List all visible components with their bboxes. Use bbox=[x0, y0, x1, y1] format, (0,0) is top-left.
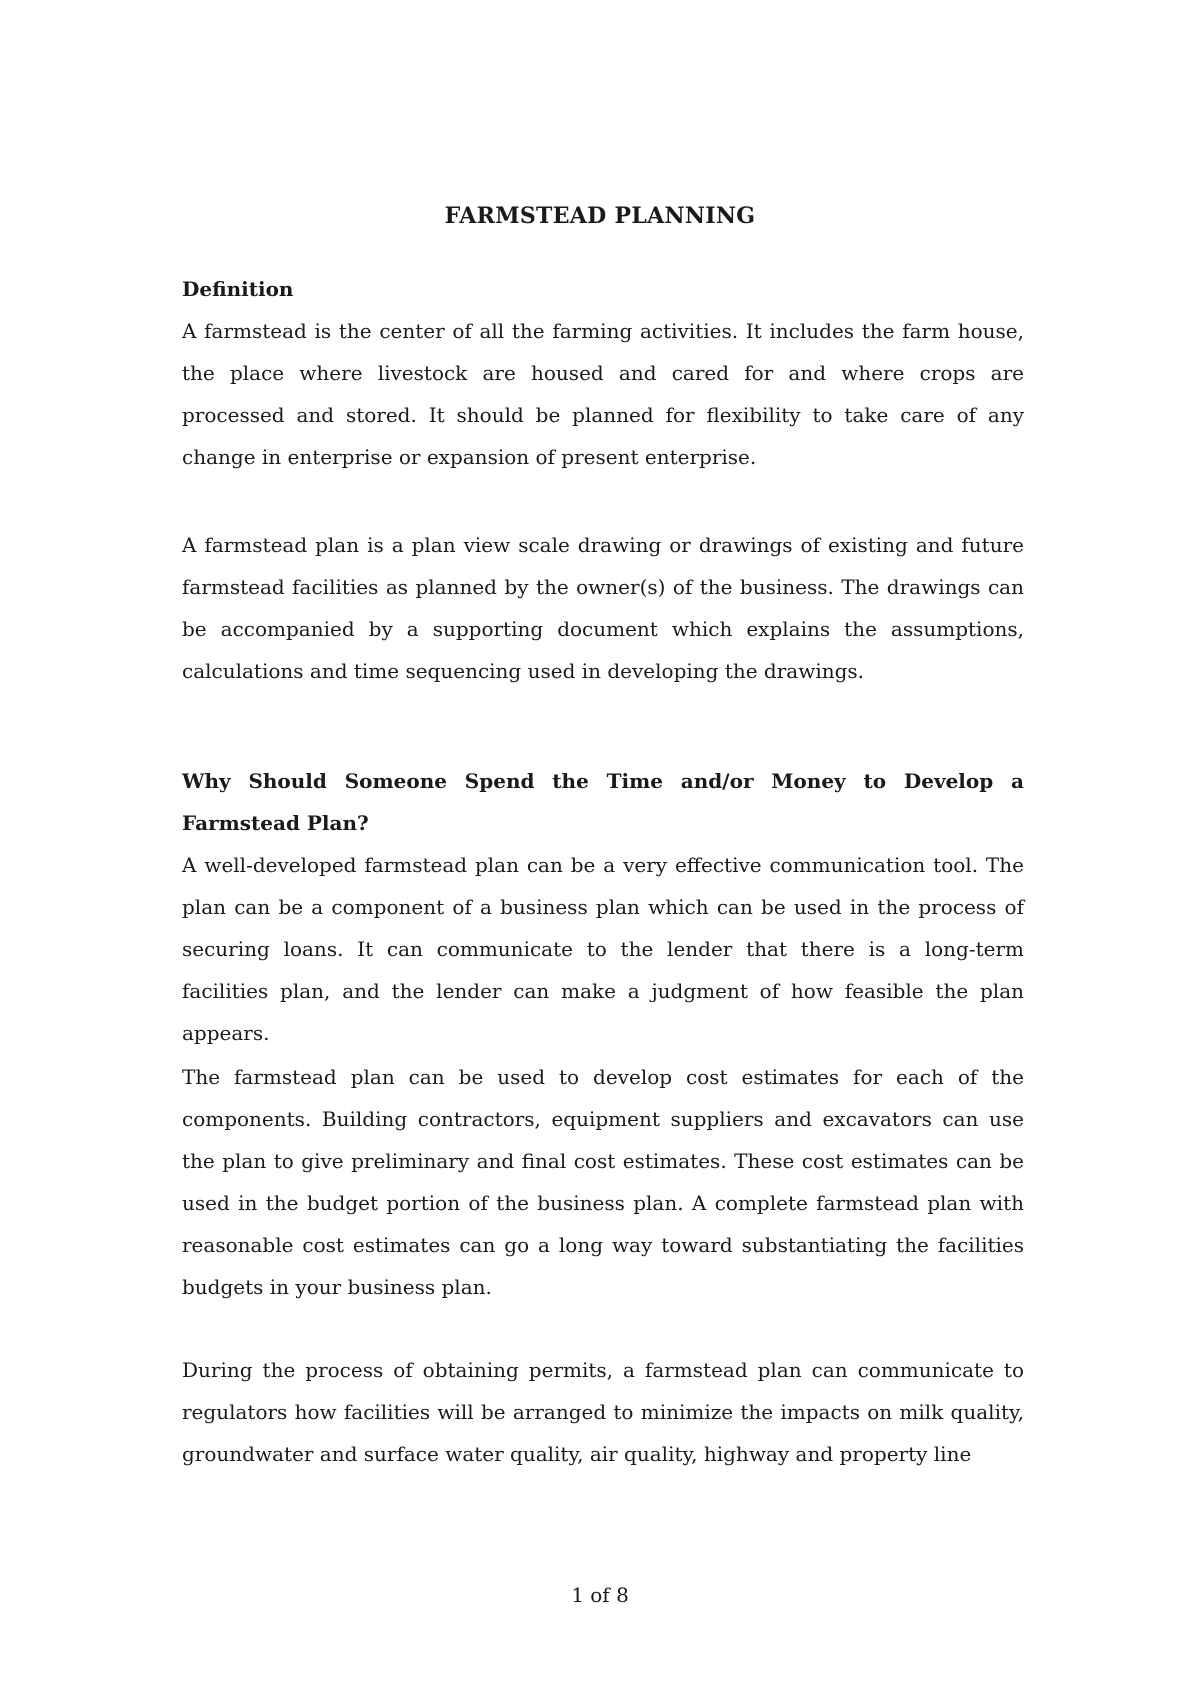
paragraph-communication-tool: A well-developed farmstead plan can be a very effective communication tool. The plan can be a component of a business plan which can be used in the process of securing loans. It can communicate to the lender that there is a long-term facilities plan, and the lender can make a judgment of how feasible the plan appears. bbox=[182, 853, 1024, 1045]
paragraph-definition: A farmstead is the center of all the farming activities. It includes the farm house, the place where livestock are housed and cared for and where crops are processed and stored. It should be planned for flexibility to take care of any change in enterprise or expansion of present enterprise. bbox=[182, 319, 1024, 469]
section-definition bbox=[182, 268, 1024, 478]
paragraph-plan-description: A farmstead plan is a plan view scale drawing or drawings of existing and future farmstead facilities as planned by the owner(s) of the business. The drawings can be accompanied by a supporting document which explains the assumptions, calculations and time sequencing used in developing the drawings. bbox=[182, 533, 1024, 683]
paragraph-cost-estimates: The farmstead plan can be used to develop cost estimates for each of the components. Building contractors, equipment suppliers and excavators can use the plan to give preliminary and final cost estimates. These cost estimates can be used in the budget portion of the business plan. A complete farmstead plan with reasonable cost estimates can go a long way toward substantiating the facilities budgets in your business plan. bbox=[182, 1065, 1024, 1299]
document-title: FARMSTEAD PLANNING bbox=[444, 203, 756, 229]
section-heading-why-plan: Why Should Someone Spend the Time and/or Money to Develop a Farmstead Plan? bbox=[182, 769, 1024, 835]
section-plan-description bbox=[182, 524, 1024, 692]
section-heading-definition: Definition bbox=[182, 277, 294, 301]
section-why-plan bbox=[182, 760, 1024, 1054]
section-cost-estimates bbox=[182, 1056, 1024, 1308]
page-number: 1 of 8 bbox=[571, 1583, 629, 1607]
section-permits bbox=[182, 1349, 1024, 1475]
paragraph-permits: During the process of obtaining permits, a farmstead plan can communicate to regulators how facilities will be arranged to minimize the impacts on milk quality, groundwater and surface water quality, air quality, highway and property line bbox=[182, 1358, 1024, 1466]
